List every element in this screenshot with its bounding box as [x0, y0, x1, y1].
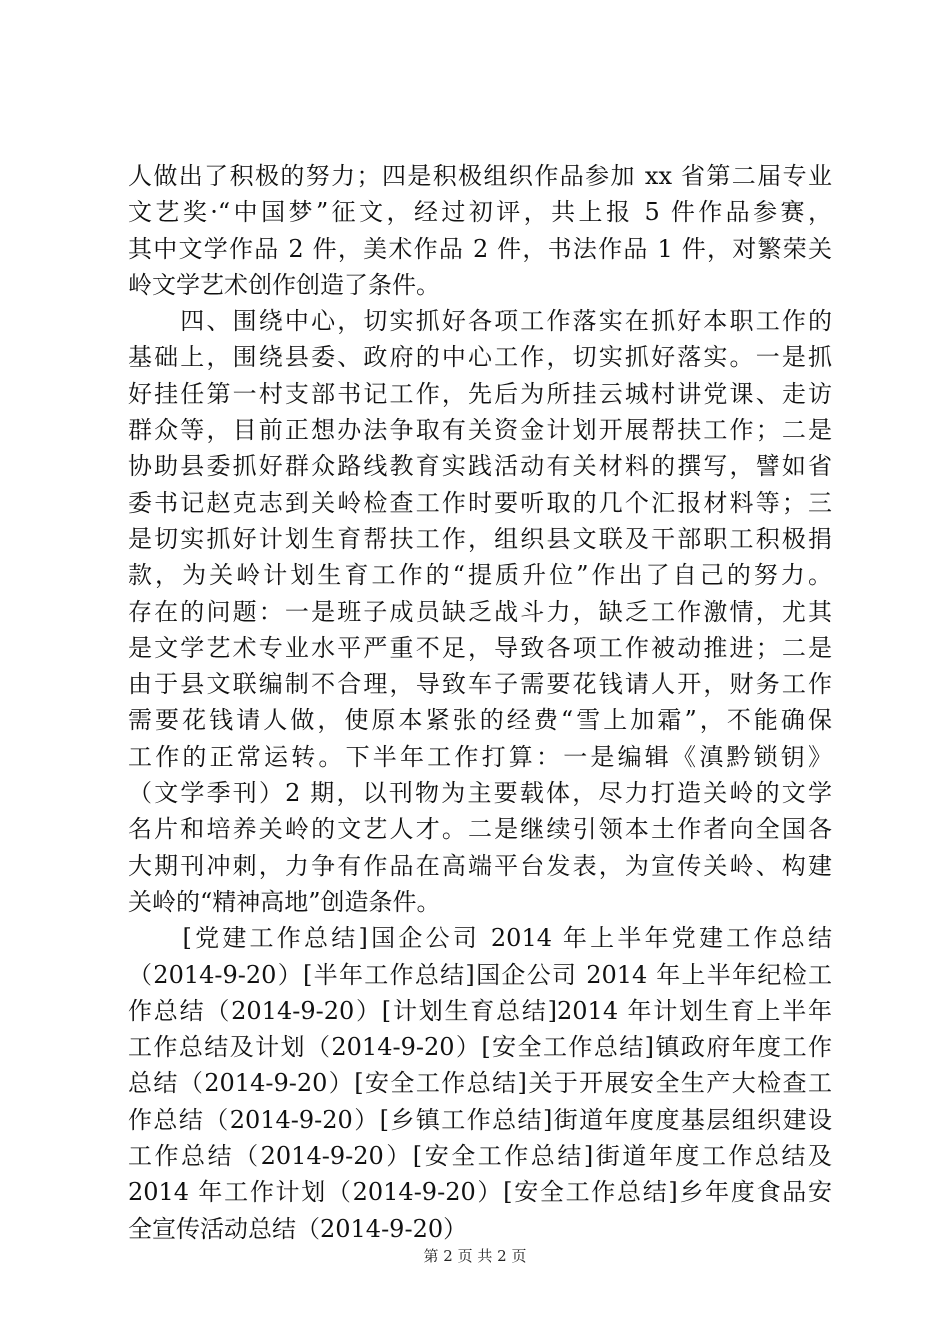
- text-line: 2014 年工作计划（2014-9-20）[安全工作总结]乡年度食品安: [128, 1178, 832, 1207]
- text-line: 工作总结及计划（2014-9-20）[安全工作总结]镇政府年度工作: [128, 1033, 832, 1062]
- text-line: 款，为关岭计划生育工作的“提质升位”作出了自己的努力。: [128, 561, 832, 590]
- text-line: 工作总结（2014-9-20）[安全工作总结]街道年度工作总结及: [128, 1142, 832, 1171]
- text-line: 岭文学艺术创作创造了条件。: [128, 270, 440, 299]
- text-line: 群众等，目前正想办法争取有关资金计划开展帮扶工作；二是: [128, 416, 832, 445]
- text-line: （文学季刊）2 期，以刊物为主要载体，尽力打造关岭的文学: [128, 779, 832, 808]
- page-number-footer: 第 2 页 共 2 页: [423, 1247, 527, 1265]
- text-line: 好挂任第一村支部书记工作，先后为所挂云城村讲党课、走访: [128, 379, 832, 408]
- text-line: 文艺奖·“中国梦”征文，经过初评，共上报 5 件作品参赛，: [128, 198, 832, 227]
- text-line: 作总结（2014-9-20）[计划生育总结]2014 年计划生育上半年: [128, 996, 832, 1025]
- text-line: 委书记赵克志到关岭检查工作时要听取的几个汇报材料等；三: [128, 488, 832, 517]
- text-line: 协助县委抓好群众路线教育实践活动有关材料的撰写，譬如省: [128, 452, 832, 481]
- text-line: 存在的问题：一是班子成员缺乏战斗力，缺乏工作激情，尤其: [128, 597, 832, 626]
- text-line: 总结（2014-9-20）[安全工作总结]关于开展安全生产大检查工: [128, 1069, 832, 1098]
- text-line: 需要花钱请人做，使原本紧张的经费“雪上加霜”，不能确保: [128, 706, 832, 735]
- text-line: 工作的正常运转。下半年工作打算：一是编辑《滇黔锁钥》: [128, 742, 832, 771]
- text-line: （2014-9-20）[半年工作总结]国企公司 2014 年上半年纪检工: [128, 960, 832, 989]
- text-line: 关岭的“精神高地”创造条件。: [128, 887, 441, 916]
- document-body: [128, 158, 832, 1247]
- text-line: 由于县文联编制不合理，导致车子需要花钱请人开，财务工作: [128, 670, 832, 699]
- text-line: 其中文学作品 2 件，美术作品 2 件，书法作品 1 件，对繁荣关: [128, 234, 832, 263]
- text-line: 作总结（2014-9-20）[乡镇工作总结]街道年度度基层组织建设: [128, 1105, 832, 1134]
- text-line: 人做出了积极的努力；四是积极组织作品参加 xx 省第二届专业: [128, 162, 832, 190]
- text-line: 全宣传活动总结（2014-9-20）: [128, 1214, 468, 1243]
- text-line: 是文学艺术专业水平严重不足，导致各项工作被动推进；二是: [128, 633, 832, 662]
- text-line: 大期刊冲刺，力争有作品在高端平台发表，为宣传关岭、构建: [128, 851, 832, 880]
- text-line: 名片和培养关岭的文艺人才。二是继续引领本土作者向全国各: [128, 815, 832, 844]
- text-line: 是切实抓好计划生育帮扶工作，组织县文联及干部职工积极捐: [128, 524, 832, 553]
- text-line: 基础上，围绕县委、政府的中心工作，切实抓好落实。一是抓: [128, 343, 832, 372]
- text-line: 四、围绕中心，切实抓好各项工作落实在抓好本职工作的: [128, 307, 832, 336]
- text-line: [党建工作总结]国企公司 2014 年上半年党建工作总结: [128, 924, 832, 953]
